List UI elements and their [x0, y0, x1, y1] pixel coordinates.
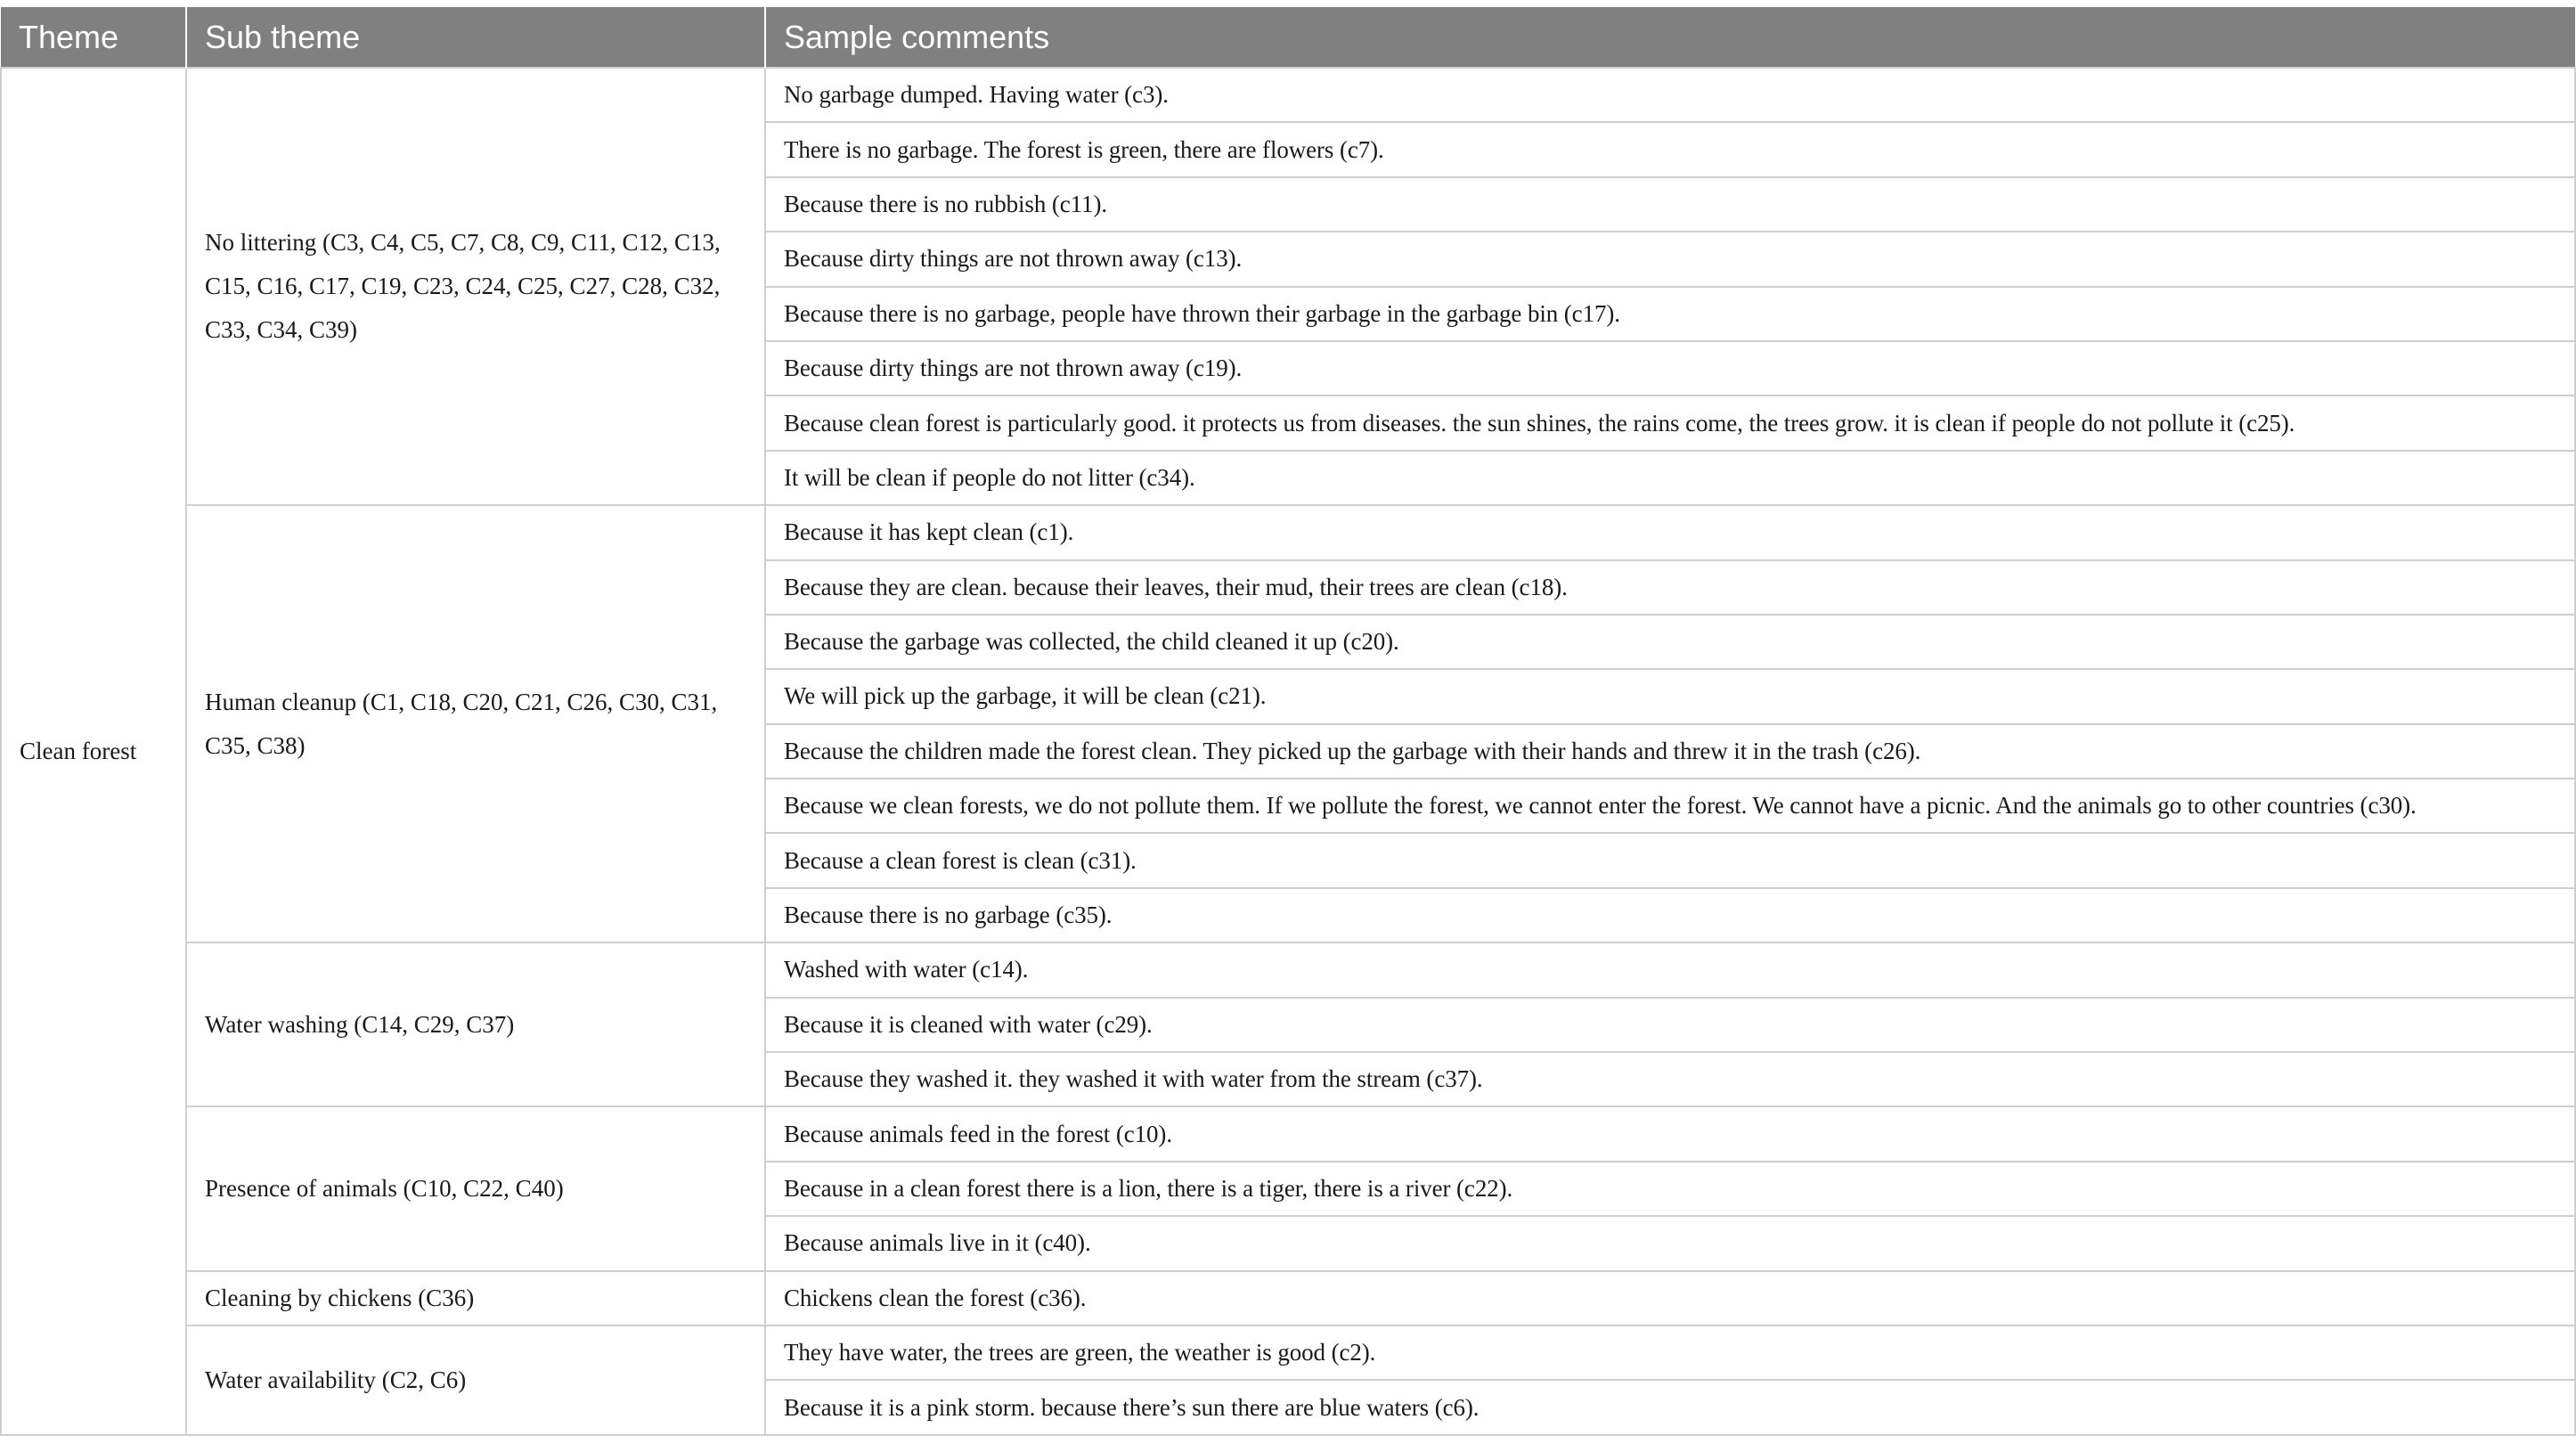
themes-table: [0, 7, 2576, 1436]
table-body: [1, 68, 2575, 1435]
sample-comment-cell: Because it is a pink storm. because there’s sun there are blue waters (c6).: [765, 1380, 2575, 1434]
sample-comment-cell: No garbage dumped. Having water (c3).: [765, 68, 2575, 122]
table-row: [1, 1271, 2575, 1326]
header-theme: Theme: [1, 7, 186, 68]
table-row: [1, 942, 2575, 997]
sample-comment-cell: Washed with water (c14).: [765, 942, 2575, 997]
sample-comment-cell: Because there is no rubbish (c11).: [765, 177, 2575, 232]
header-sample-comments: Sample comments: [765, 7, 2575, 68]
sample-comment-cell: Because there is no garbage, people have thrown their garbage in the garbage bin (c17).: [765, 287, 2575, 341]
sample-comment-cell: They have water, the trees are green, the weather is good (c2).: [765, 1326, 2575, 1380]
table-header: [1, 7, 2575, 68]
sample-comment-cell: Because it has kept clean (c1).: [765, 505, 2575, 559]
sample-comment-cell: Because the children made the forest clean. They picked up the garbage with their hands and threw it in the trash (c26).: [765, 724, 2575, 779]
sample-comment-cell: Chickens clean the forest (c36).: [765, 1271, 2575, 1326]
table-row: [1, 1326, 2575, 1380]
theme-cell: Clean forest: [1, 68, 186, 1435]
sample-comment-cell: Because dirty things are not thrown away (c19).: [765, 341, 2575, 396]
sample-comment-cell: Because we clean forests, we do not pollute them. If we pollute the forest, we cannot enter the forest. We cannot have a picnic. And the animals go to other countries (c30).: [765, 779, 2575, 833]
sample-comment-cell: Because animals live in it (c40).: [765, 1216, 2575, 1270]
header-row: [1, 7, 2575, 68]
sub-theme-cell: Water washing (C14, C29, C37): [186, 942, 765, 1106]
table-row: [1, 68, 2575, 122]
sub-theme-cell: Human cleanup (C1, C18, C20, C21, C26, C30, C31, C35, C38): [186, 505, 765, 942]
sub-theme-cell: Presence of animals (C10, C22, C40): [186, 1106, 765, 1270]
sample-comment-cell: Because clean forest is particularly good. it protects us from diseases. the sun shines, the rains come, the trees grow. it is clean if people do not pollute it (c25).: [765, 396, 2575, 450]
table-row: [1, 505, 2575, 559]
sample-comment-cell: Because the garbage was collected, the child cleaned it up (c20).: [765, 615, 2575, 669]
header-sub-theme: Sub theme: [186, 7, 765, 68]
table-row: [1, 1106, 2575, 1161]
sample-comment-cell: We will pick up the garbage, it will be clean (c21).: [765, 669, 2575, 723]
sample-comment-cell: Because it is cleaned with water (c29).: [765, 998, 2575, 1052]
sample-comment-cell: Because they washed it. they washed it with water from the stream (c37).: [765, 1052, 2575, 1106]
sample-comment-cell: Because there is no garbage (c35).: [765, 888, 2575, 942]
sub-theme-cell: Cleaning by chickens (C36): [186, 1271, 765, 1326]
sample-comment-cell: Because a clean forest is clean (c31).: [765, 833, 2575, 887]
sample-comment-cell: Because they are clean. because their leaves, their mud, their trees are clean (c18).: [765, 560, 2575, 615]
sample-comment-cell: It will be clean if people do not litter (c34).: [765, 451, 2575, 505]
sample-comment-cell: Because animals feed in the forest (c10).: [765, 1106, 2575, 1161]
sub-theme-cell: No littering (C3, C4, C5, C7, C8, C9, C11, C12, C13, C15, C16, C17, C19, C23, C24, C25, C27, C28, C32, C33, C34, C39): [186, 68, 765, 505]
sub-theme-cell: Water availability (C2, C6): [186, 1326, 765, 1435]
sample-comment-cell: There is no garbage. The forest is green, there are flowers (c7).: [765, 122, 2575, 176]
sample-comment-cell: Because dirty things are not thrown away (c13).: [765, 232, 2575, 286]
sample-comment-cell: Because in a clean forest there is a lion, there is a tiger, there is a river (c22).: [765, 1162, 2575, 1216]
